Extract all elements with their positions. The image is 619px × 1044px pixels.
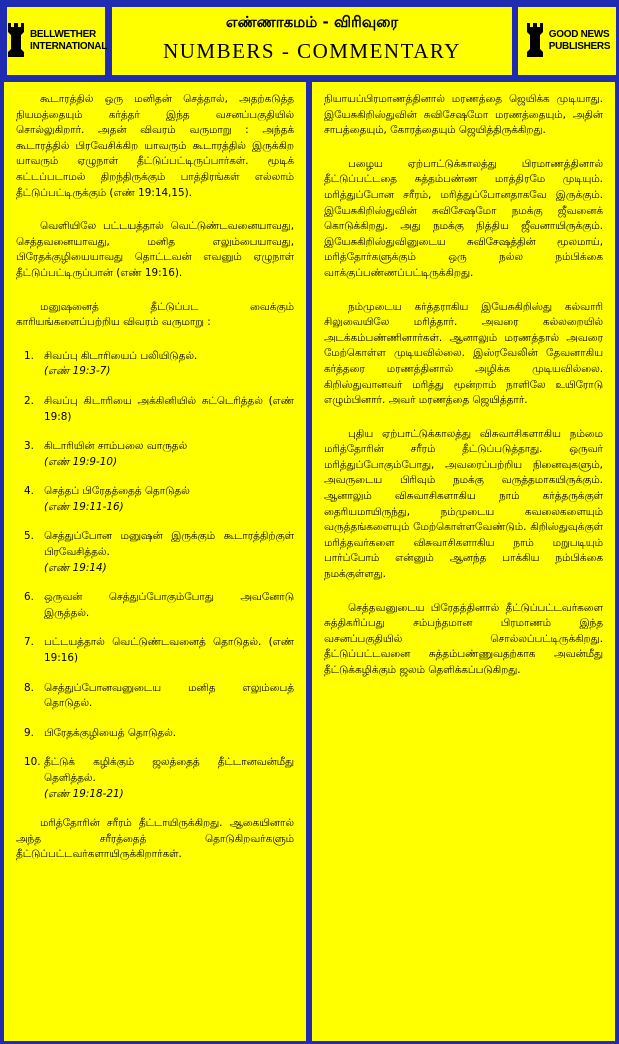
left-paragraph-3: மனுஷனைத் தீட்டுப்பட வைக்கும் காரியங்களைப்பற்றிய விவரம் வருமாறு : xyxy=(16,300,294,329)
list-item xyxy=(16,484,294,515)
list-item xyxy=(16,394,294,425)
logo-left-line1: BELLWETHER xyxy=(29,29,96,40)
list-item-text: செத்துப்போன மனுஷன் இருக்கும் கூடாரத்திற்குள் பிரவேசித்தல். xyxy=(44,530,294,559)
list-item-text: செத்தப் பிரேதத்தைத் தொடுதல் xyxy=(44,485,190,498)
list-number: 8. xyxy=(24,681,34,694)
list-item-ref: (எண் 19:14) xyxy=(44,561,107,574)
left-paragraph-1: கூடாரத்தில் ஒரு மனிதன் செத்தால், அதற்கடுத்த நியமத்தையும் கர்த்தர் இந்த வசனப்பகுதியில் சொல்லுகிறார். அதன் விவரம் வருமாறு : அந்தக் கூடாரத்தில் பிரவேசிக்கிற யாவரும் கூடாரத்தில் இருக்கிற யாவரும் ஏழுநாள் தீட்டுப்பட்டிருப்பார்கள். மூடிக் கட்டப்படாமல் திறந்திருக்கும் பாத்திரங்கள் எல்லாம் தீட்டுப்பட்டிருக்கும் (எண் 19:14,15). xyxy=(16,93,294,199)
list-item-ref: (எண் 19:18-21) xyxy=(44,787,124,800)
list-number: 1. xyxy=(24,349,34,362)
chess-rook-icon xyxy=(5,21,27,61)
list-number: 2. xyxy=(24,394,34,407)
header-banner xyxy=(0,0,619,78)
list-number: 5. xyxy=(24,530,34,543)
left-paragraph-4: மரித்தோரின் சரீரம் தீட்டாயிருக்கிறது. ஆகையினால் அந்த சரீரத்தைத் தொடுகிறவர்களும் தீட்டுப்பட்டவர்களாயிருக்கிறார்கள். xyxy=(16,817,294,861)
list-item-text: பட்டயத்தால் வெட்டுண்டவனைத் தொடுதல். (எண் 19:16) xyxy=(44,636,294,665)
list-number: 4. xyxy=(24,485,34,498)
list-item xyxy=(16,349,294,380)
list-number: 6. xyxy=(24,591,34,604)
list-item xyxy=(16,529,294,576)
list-item-ref: (எண் 19:11-16) xyxy=(44,500,124,513)
list-item-ref: (எண் 19:3-7) xyxy=(44,365,111,378)
list-item-text: சிவப்பு கிடாரியைப் பலியிடுதல். xyxy=(44,349,198,362)
list-item-ref: (எண் 19:9-10) xyxy=(44,455,118,468)
list-item xyxy=(16,590,294,621)
numbered-list xyxy=(16,349,294,802)
list-item xyxy=(16,635,294,666)
list-item-text: ஒருவன் செத்துப்போகும்போது அவனோடு இருத்தல். xyxy=(44,591,294,619)
list-item xyxy=(16,439,294,470)
title-box xyxy=(112,7,512,75)
right-paragraph-3: நம்முடைய கர்த்தராகிய இயேசுகிறிஸ்து கல்வாரி சிலுவையிலே மரித்தார். அவரை கல்லறையில் அடக்கம்பண்ணினார்கள். ஆனாலும் மரணத்தால் அவரை மேற்கொள்ள முடியவில்லை. இஸ்ரவேலின் தேவனாகிய கர்த்தரை மரணத்தினால் அழிக்க முடியவில்லை. கிறிஸ்துவானவர் மரித்து மூன்றாம் நாளிலே உயிரோடு எழும்பினார். அவர் மரணத்தை ஜெயித்தார். xyxy=(324,300,603,407)
list-item-text: சிவப்பு கிடாரியை அக்கினியில் சுட்டெரித்தல் (எண் 19:8) xyxy=(44,394,294,423)
title-english: NUMBERS - COMMENTARY xyxy=(163,39,461,63)
logo-right-line1: GOOD NEWS xyxy=(548,29,610,40)
right-paragraph-5: செத்தவனுடைய பிரேதத்தினால் தீட்டுப்பட்டவர்களை சுத்திகரிப்பது சம்பந்தமான பிரமாணம் இந்த வசனப்பகுதியில் சொல்லப்பட்டிருக்கிறது. தீட்டுப்பட்டவனை சுத்தம்பண்ணுவதற்காக அவன்மீது தீட்டுக்கழிக்கும் ஜலம் தெளிக்கப்படுகிறது. xyxy=(324,601,603,676)
logo-left-line2: INTERNATIONAL xyxy=(29,41,108,52)
publisher-logo-right xyxy=(518,7,616,75)
right-paragraph-4: புதிய ஏற்பாட்டுக்காலத்து விசுவாசிகளாகிய நம்மை மரித்தோரின் சரீரம் தீட்டுப்படுத்தாது. ஒருவர் மரித்துப்போகும்போது, அவரைப்பற்றிய நினைவுகளும், அவருடைய பிரிவும் நமக்கு வருத்தமாகயிருக்கும். ஆனாலும் விசுவாசிகளாகிய நாம் கர்த்தருக்குள் தைரியமாயிருந்து, நம்முடைய கவலைகளையும் வருத்தங்களையும் மேற்கொள்ளவேண்டும். கிறிஸ்துவுக்குள் மரித்தவர்களை விசுவாசிகளாகிய நாம் மறுபடியும் பார்ப்போம் என்னும் ஆனந்த பாக்கிய நம்பிக்கை நமக்குள்ளது. xyxy=(324,427,603,581)
list-item-text: தீட்டுக் கழிக்கும் ஜலத்தைத் தீட்டானவன்மீது தெளித்தல். xyxy=(44,756,294,784)
right-paragraph-1: நியாயப்பிரமாணத்தினால் மரணத்தை ஜெயிக்க முடியாது. இயேசுகிறிஸ்துவின் சுவிசேஷமோ மரணத்தையும், அதின் சாபத்தையும், கோரத்தையும் ஜெயித்திருக்கிறது. xyxy=(324,93,603,137)
left-paragraph-2: வெளியிலே பட்டயத்தால் வெட்டுண்டவனையாவது, செத்தவனையாவது, மனித எலும்பையாவது, பிரேதக்குழியையாவது தொட்டவன் எவனும் ஏழுநாள் தீட்டுப்பட்டிருப்பான் (எண் 19:16). xyxy=(16,220,294,279)
list-item-text: கிடாரியின் சாம்பலை வாருதல் xyxy=(44,440,188,453)
list-number: 9. xyxy=(24,726,34,739)
publisher-logo-left xyxy=(7,7,108,75)
right-column xyxy=(312,82,615,1041)
logo-right-line2: PUBLISHERS xyxy=(548,41,611,52)
list-number: 3. xyxy=(24,440,34,453)
list-item xyxy=(16,726,294,742)
list-item xyxy=(16,755,294,802)
list-item-text: பிரேதக்குழியைத் தொடுதல். xyxy=(44,726,177,739)
list-item xyxy=(16,681,294,712)
list-number: 10. xyxy=(24,756,41,769)
list-item-text: செத்துப்போனவனுடைய மனித எலும்பைத் தொடுதல். xyxy=(44,681,294,710)
right-paragraph-2: பழைய ஏற்பாட்டுக்காலத்து பிரமாணத்தினால் தீட்டுப்பட்டதை சுத்தம்பண்ண மாத்திரமே முடியும். மரித்துப்போன சரீரம், மரித்துப்போனதாகவே இருக்கும். இயேசுகிறிஸ்துவின் சுவிசேஷமோ நமக்கு ஜீவனைக் கொடுக்கிறது. அது நமக்கு நித்திய ஜீவனாயிருக்கும். இயேசுகிறிஸ்துவினுடைய சுவிசேஷத்தின் மூலமாய், மரித்தோர்களுக்கும் ஒரு நல்ல நம்பிக்கை வாக்குப்பண்ணப்பட்டிருக்கிறது. xyxy=(324,157,603,279)
list-number: 7. xyxy=(24,636,34,649)
chess-rook-icon xyxy=(524,21,546,61)
left-column xyxy=(4,82,306,1041)
title-tamil: எண்ணாகமம் - விரிவுரை xyxy=(225,13,399,31)
